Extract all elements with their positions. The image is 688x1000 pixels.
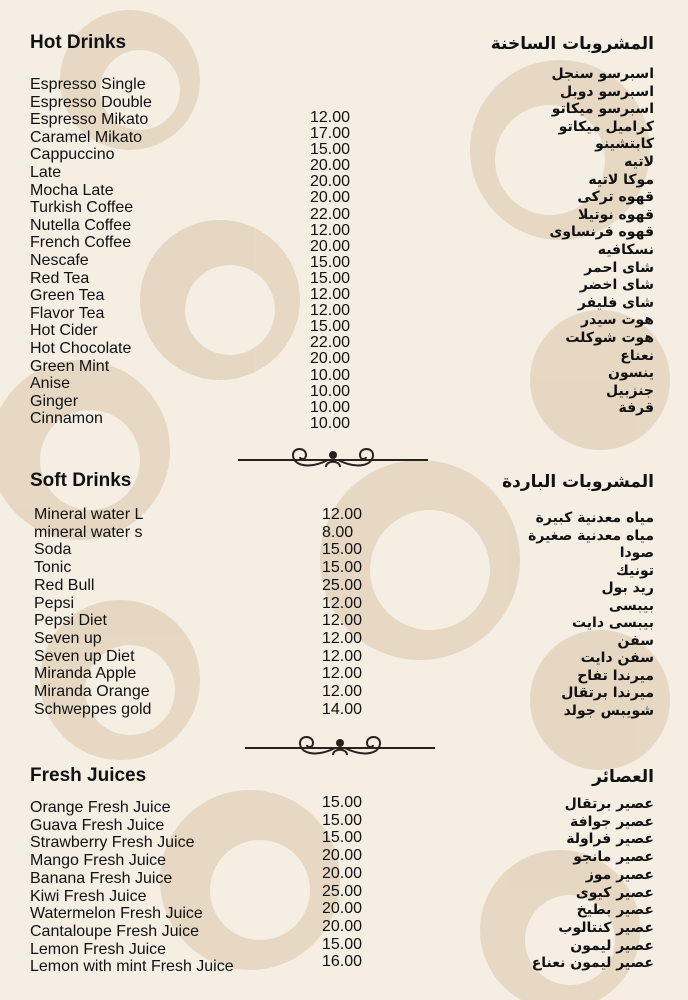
item-name-ar: سفن دايت xyxy=(580,650,654,666)
item-name-en: Tonic xyxy=(34,559,72,577)
item-name-en: Espresso Mikato xyxy=(30,111,149,129)
item-name-ar: مياه معدنية صغيرة xyxy=(528,527,654,544)
item-name-ar: اسبرسو سنجل xyxy=(551,66,654,82)
ornamental-divider xyxy=(238,445,428,480)
item-name-ar: عصير ليمون xyxy=(570,937,654,954)
item-name-ar: عصير بطيخ xyxy=(576,902,654,919)
item-name-en: Soda xyxy=(34,541,72,559)
item-name-en: Cinnamon xyxy=(30,410,103,428)
item-name-ar: لاتيه xyxy=(624,153,654,170)
item-name-ar-list xyxy=(528,510,654,720)
item-name-en: Banana Fresh Juice xyxy=(30,869,173,887)
item-name-ar: اسبرسو ميكاتو xyxy=(551,101,654,118)
item-name-ar: نسكافيه xyxy=(597,241,654,258)
item-name-ar: سفن xyxy=(617,632,654,649)
item-name-en: Mocha Late xyxy=(30,181,114,199)
item-name-ar: هوت سيدر xyxy=(580,312,654,329)
item-name-ar: قهوه نوتيلا xyxy=(578,206,654,223)
item-price: 17.00 xyxy=(310,125,351,143)
item-name-en: Anise xyxy=(30,375,71,393)
item-price: 12.00 xyxy=(322,629,363,647)
item-name-ar: ميرندا برتقال xyxy=(561,685,654,701)
section-title-en: Hot Drinks xyxy=(30,32,127,53)
section-title-ar: المشروبات الساخنة xyxy=(490,34,654,54)
section-title-en: Fresh Juices xyxy=(30,765,147,786)
item-name-en: Mineral water L xyxy=(34,506,144,523)
item-price: 12.00 xyxy=(310,286,351,304)
item-price: 14.00 xyxy=(322,700,363,718)
item-price: 20.00 xyxy=(310,157,351,175)
item-name-en-list xyxy=(34,506,151,718)
item-name-en: Pepsi xyxy=(34,594,75,612)
item-name-ar: جنزبيل xyxy=(606,382,654,399)
item-name-ar: اسبرسو دوبل xyxy=(559,83,654,100)
item-name-en: Hot Cider xyxy=(30,322,98,340)
item-price: 15.00 xyxy=(310,269,351,287)
item-name-ar: عصير موز xyxy=(585,866,654,883)
item-name-en: Turkish Coffee xyxy=(30,199,134,217)
section-title-en: Soft Drinks xyxy=(30,470,132,491)
item-name-ar: ريد بول xyxy=(601,580,654,596)
item-name-en: Hot Chocolate xyxy=(30,339,132,357)
item-name-en: mineral water s xyxy=(34,523,143,541)
item-price-list xyxy=(322,794,362,971)
item-price: 20.00 xyxy=(322,847,363,865)
item-price: 15.00 xyxy=(322,811,363,829)
item-price: 12.00 xyxy=(310,302,351,320)
section-title-ar: المشروبات الباردة xyxy=(502,472,654,492)
item-name-en: Ginger xyxy=(30,392,79,410)
item-name-en: Cantaloupe Fresh Juice xyxy=(30,922,199,940)
item-name-en: Flavor Tea xyxy=(30,304,105,322)
item-price: 12.00 xyxy=(322,594,363,612)
item-price: 15.00 xyxy=(310,141,351,159)
item-price: 20.00 xyxy=(322,917,363,935)
item-name-ar: قرفة xyxy=(618,400,654,417)
item-name-en: Orange Fresh Juice xyxy=(30,799,171,816)
item-name-ar: قهوه تركى xyxy=(577,189,654,206)
item-name-ar: قهوه فرنساوى xyxy=(549,224,654,241)
item-price: 12.00 xyxy=(310,109,351,126)
item-name-ar: ميرندا تفاح xyxy=(577,667,654,684)
item-name-ar: عصير فراولة xyxy=(566,831,654,848)
item-name-en: Espresso Double xyxy=(30,93,152,111)
item-price: 15.00 xyxy=(310,318,351,336)
item-name-ar: كابتشينو xyxy=(595,136,654,153)
item-name-ar: شاى اخضر xyxy=(579,277,654,294)
item-name-ar: كراميل ميكاتو xyxy=(558,118,654,135)
item-name-en: Caramel Mikato xyxy=(30,128,143,146)
item-price: 10.00 xyxy=(310,414,351,432)
item-price: 20.00 xyxy=(310,350,351,368)
item-name-en: Lemon Fresh Juice xyxy=(30,940,167,958)
item-price: 15.00 xyxy=(322,935,363,953)
item-name-en: Schweppes gold xyxy=(34,700,152,718)
item-name-en: Red Tea xyxy=(30,269,90,287)
item-price: 22.00 xyxy=(310,205,351,223)
item-price: 10.00 xyxy=(310,382,351,400)
item-price: 16.00 xyxy=(322,953,363,971)
item-name-en-list xyxy=(30,76,152,428)
item-price: 20.00 xyxy=(310,237,351,255)
item-name-ar-list xyxy=(550,66,655,418)
item-name-ar: بيبسى xyxy=(608,597,654,614)
item-name-ar: نعناع xyxy=(620,347,654,364)
item-price: 12.00 xyxy=(310,221,351,239)
item-name-en: Guava Fresh Juice xyxy=(30,816,165,834)
item-name-ar: شاى احمر xyxy=(584,259,654,276)
item-price: 20.00 xyxy=(322,864,363,882)
item-price: 12.00 xyxy=(322,683,363,701)
item-name-en: Late xyxy=(30,163,62,181)
item-price: 15.00 xyxy=(322,559,363,577)
item-name-ar: تونيك xyxy=(615,562,654,579)
item-name-en: Seven up xyxy=(34,629,102,647)
item-name-ar: ينسون xyxy=(608,365,654,382)
item-price: 15.00 xyxy=(310,253,351,271)
item-name-en: Espresso Single xyxy=(30,76,146,93)
item-name-ar: عصير كنتالوب xyxy=(558,919,654,936)
item-name-en: Miranda Orange xyxy=(34,683,150,701)
item-name-en: Kiwi Fresh Juice xyxy=(30,887,147,905)
item-name-en: Strawberry Fresh Juice xyxy=(30,834,195,852)
item-price: 20.00 xyxy=(322,900,363,918)
item-price: 22.00 xyxy=(310,334,351,352)
item-name-en: Mango Fresh Juice xyxy=(30,852,167,870)
ornamental-divider xyxy=(245,733,435,768)
item-name-ar: شويبس جولد xyxy=(563,702,654,719)
item-name-en: Nescafe xyxy=(30,251,89,269)
item-name-en: Lemon with mint Fresh Juice xyxy=(30,958,234,976)
item-name-en: French Coffee xyxy=(30,234,132,252)
item-price: 20.00 xyxy=(310,189,351,207)
item-price: 12.00 xyxy=(322,506,363,523)
item-name-en: Miranda Apple xyxy=(34,665,137,683)
item-name-en-list xyxy=(30,799,234,976)
item-price: 25.00 xyxy=(322,576,363,594)
item-price-list xyxy=(322,506,362,718)
item-price: 15.00 xyxy=(322,829,363,847)
item-price: 12.00 xyxy=(322,647,363,665)
item-name-ar: عصير كيوى xyxy=(575,884,654,901)
item-price: 15.00 xyxy=(322,794,363,811)
item-price: 10.00 xyxy=(310,398,351,416)
item-name-ar: شاى فليفر xyxy=(577,294,654,311)
item-name-ar: عصير جوافة xyxy=(570,813,654,830)
item-name-ar: موكا لاتيه xyxy=(588,171,654,188)
item-price: 15.00 xyxy=(322,541,363,559)
item-name-en: Watermelon Fresh Juice xyxy=(30,905,203,923)
item-name-ar: عصير مانجو xyxy=(573,849,654,866)
item-name-en: Pepsi Diet xyxy=(34,612,107,630)
item-name-ar-list xyxy=(532,796,654,973)
item-name-ar: صودا xyxy=(619,545,654,561)
item-name-ar: هوت شوكلت xyxy=(565,329,654,346)
item-name-ar: عصير برتقال xyxy=(564,796,654,812)
item-name-en: Green Tea xyxy=(30,287,105,305)
item-name-en: Cappuccino xyxy=(30,146,115,164)
item-name-ar: مياه معدنية كبيرة xyxy=(535,510,654,526)
item-price: 20.00 xyxy=(310,173,351,191)
item-price: 12.00 xyxy=(322,612,363,630)
item-price: 12.00 xyxy=(322,665,363,683)
item-price: 10.00 xyxy=(310,366,351,384)
item-price-list xyxy=(310,110,350,432)
item-name-en: Seven up Diet xyxy=(34,647,135,665)
item-name-ar: بيبسى دايت xyxy=(571,615,654,631)
item-price: 8.00 xyxy=(322,523,354,541)
item-name-en: Nutella Coffee xyxy=(30,216,132,234)
section-title-ar: العصائر xyxy=(592,767,654,787)
item-name-en: Red Bull xyxy=(34,576,95,594)
item-name-ar: عصير ليمون نعناع xyxy=(531,955,654,972)
item-name-en: Green Mint xyxy=(30,357,110,375)
item-price: 25.00 xyxy=(322,882,363,900)
